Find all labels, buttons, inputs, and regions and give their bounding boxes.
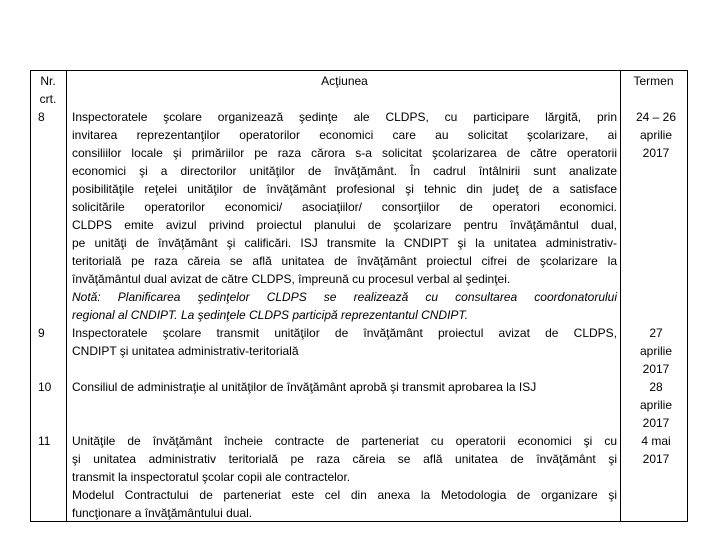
action-line: Unităţile de învăţământ încheie contracte de parteneriat cu operatorii economici şi cu	[72, 434, 617, 448]
action-line: CLDPS emite avizul privind proiectul planului de şcolarizare pentru învăţământul dual,	[72, 218, 617, 232]
action-line: Modelul Contractului de parteneriat este cel din anexa la Metodologia de organizare şi	[72, 488, 617, 502]
action-line: şi unitatea administrativ teritorială pe raza căreia se află unitatea de învăţământ şi	[72, 452, 617, 466]
action-line: funcţionare a învăţământului dual.	[72, 506, 253, 520]
table-border-left	[30, 70, 31, 522]
action-line: teritorială pe raza căreia se află unitatea de învăţământ proiectul cifrei de şcolarizare la	[72, 254, 617, 268]
row-term: 28 aprilie 2017	[639, 380, 672, 430]
table-border-top	[30, 70, 688, 71]
action-line: Consiliul de administraţie al unităţilor de învăţământ aprobă şi transmit aprobarea la ISJ	[72, 380, 537, 394]
header-nr: Nr. crt.	[39, 74, 57, 106]
action-line: Inspectoratele şcolare organizează şedinţe ale CLDPS, cu participare lărgită, prin	[72, 110, 617, 124]
column-divider-2	[620, 70, 621, 522]
row-action	[72, 324, 617, 360]
action-line: posibilităţile reţelei unităţilor de învăţământ profesional şi tehnic din judeţ de a satisface	[72, 182, 617, 196]
row-term: 24 – 26 aprilie 2017	[635, 110, 677, 160]
action-line: consiliilor locale şi primăriilor pe raza cărora s-a solicitat şcolarizarea de către operatorii	[72, 146, 617, 160]
row-term: 4 mai 2017	[641, 434, 671, 466]
note-line: Notă: Planificarea şedinţelor CLDPS se realizează cu consultarea coordonatorului	[72, 290, 617, 304]
action-line: transmit la inspectoratul şcolar copii ale contractelor.	[72, 470, 351, 484]
header-action: Acţiunea	[321, 74, 368, 88]
action-line: învăţământul dual avizat de către CLDPS, împreună cu procesul verbal al şedinţei.	[72, 272, 511, 286]
action-line: economici şi a directorilor unităţilor de învăţământ. În cadrul întâlnirii sunt analizate	[72, 164, 617, 178]
action-line: CNDIPT şi unitatea administrativ-teritorială	[72, 344, 299, 358]
action-line: pe unităţi de învăţământ şi calificări. ISJ transmite la CNDIPT şi la unitatea administrativ-	[72, 236, 617, 250]
row-action	[72, 108, 617, 324]
row-number: 11	[38, 434, 51, 448]
row-action	[72, 378, 617, 396]
row-term: 27 aprilie 2017	[639, 326, 672, 376]
note-line: regional al CNDIPT. La şedinţele CLDPS participă reprezentantul CNDIPT.	[72, 308, 468, 322]
row-number: 9	[38, 326, 45, 340]
schedule-table	[30, 70, 688, 522]
row-number: 8	[38, 110, 45, 124]
action-line: invitarea reprezentanţilor operatorilor economici care au solicitat şcolarizare, ai	[72, 128, 617, 142]
action-line: Inspectoratele şcolare transmit unităţilor de învăţământ proiectul avizat de CLDPS,	[72, 326, 617, 340]
action-line: solicitările operatorilor economici/ asociaţiilor/ consorţiilor de operatori economici.	[72, 200, 617, 214]
row-action	[72, 432, 617, 522]
column-divider-1	[66, 70, 67, 522]
header-term: Termen	[633, 74, 674, 88]
row-number: 10	[38, 380, 52, 394]
